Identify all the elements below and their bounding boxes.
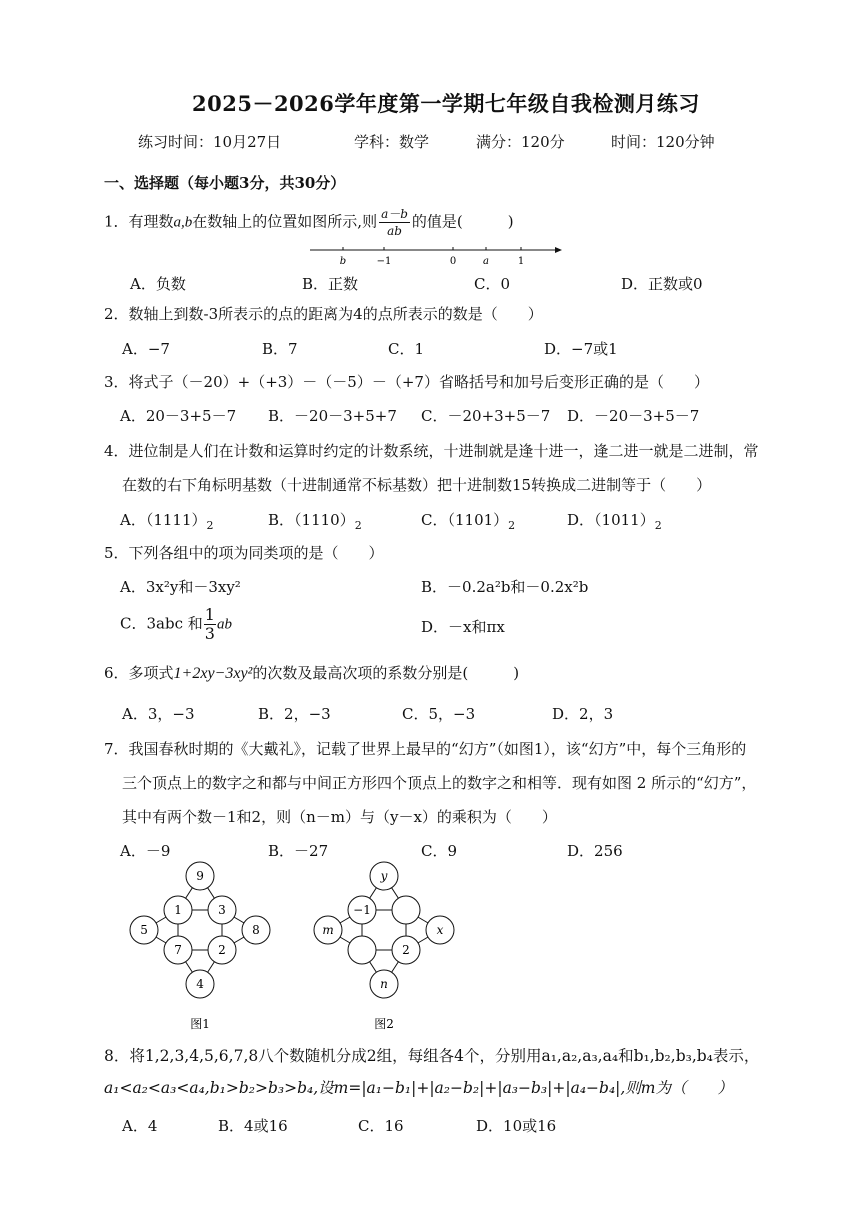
number-line-label: −1 (376, 256, 392, 267)
q6-option-c[interactable]: C．5，−3 (402, 705, 476, 723)
q4-option-b[interactable]: B．$(1110)_2$ (268, 511, 362, 532)
magic-square-node (348, 936, 376, 964)
exam-subject: 学科：数学 (354, 133, 430, 151)
q1-option-d[interactable]: D．正数或0 (621, 275, 703, 293)
magic-square-value: 1 (174, 903, 182, 917)
magic-square-value: 3 (218, 903, 226, 917)
question-4-line1: 4．进位制是人们在计数和运算时约定的计数系统，十进制就是逢十进一，逢二进一就是二进制，常 (104, 442, 759, 460)
question-7-line3: 其中有两个数－1和2，则（n－m）与（y－x）的乘积为（ ） (122, 808, 557, 826)
q5-option-b[interactable]: B．－0.2a²b和－0.2x²b (421, 578, 589, 596)
magic-square-value: 4 (196, 977, 204, 991)
question-6 (104, 662, 519, 683)
q4-option-d[interactable]: D．$(1011)_2$ (567, 511, 662, 532)
q6-option-b[interactable]: B．2，−3 (258, 705, 331, 723)
q5-option-d[interactable]: D．－x和πx (421, 618, 505, 636)
magic-square-value: n (380, 977, 388, 991)
q2-option-d[interactable]: D．−7或1 (544, 340, 618, 358)
question-3: 3．将式子（－20）+（+3）－（－5）－（+7）省略括号和加号后变形正确的是（ ） (104, 373, 709, 391)
question-5: 5．下列各组中的项为同类项的是（ ） (104, 544, 384, 562)
q8-option-b[interactable]: B．4或16 (218, 1117, 288, 1135)
q7-option-a[interactable]: A．－9 (120, 842, 171, 860)
q1-frac-den: ab (387, 224, 402, 238)
q1-suffix: 的值是( ) (411, 212, 514, 231)
q4-option-c[interactable]: C．$(1101)_2$ (421, 511, 516, 532)
magic-square-node (392, 896, 420, 924)
magic-square-value: y (380, 869, 388, 883)
question-7-line2: 三个顶点上的数字之和都与中间正方形四个顶点上的数字之和相等．现有如图 2 所示的“幻方”， (122, 774, 757, 792)
magic-square-value: 2 (218, 943, 226, 957)
magic-square-value: −1 (353, 903, 371, 917)
number-line-label: a (483, 256, 489, 267)
q1-option-b[interactable]: B．正数 (302, 275, 359, 293)
q1-option-a[interactable]: A．负数 (130, 275, 186, 293)
magic-square-value: 9 (196, 869, 204, 883)
q1-fraction (379, 206, 410, 239)
q7-option-d[interactable]: D．256 (567, 842, 623, 860)
magic-square-value: 5 (140, 923, 148, 937)
q4-option-a[interactable]: A．$(1111)_2$ (120, 511, 214, 532)
magic-square-figures (120, 858, 480, 1036)
q6-expression: 1+2xy−3xy² (173, 665, 253, 682)
q7-option-b[interactable]: B．－27 (268, 842, 329, 860)
page-title: 2025－2026学年度第一学期七年级自我检测月练习 (192, 91, 700, 116)
number-line-figure (305, 238, 565, 270)
q5-option-c[interactable] (120, 606, 232, 643)
q5-option-c-pre: C．3abc 和 (120, 614, 203, 633)
q1-prefix: 1．有理数 (104, 212, 174, 231)
exam-full-score: 满分：120分 (476, 133, 565, 151)
q5-option-a[interactable]: A．3x²y和－3xy² (120, 578, 241, 596)
question-1 (104, 206, 514, 239)
q1-frac-num: a－b (381, 207, 408, 221)
section-heading: 一、选择题（每小题3分，共30分） (104, 174, 346, 192)
question-7-line1: 7．我国春秋时期的《大戴礼》，记载了世界上最早的“幻方”（如图1），该“幻方”中，每个三角形的 (104, 740, 747, 758)
q8-option-d[interactable]: D．10或16 (476, 1117, 557, 1135)
number-line-label: b (339, 256, 347, 267)
q1-vars: a,b (173, 214, 193, 231)
magic-square-value: m (322, 923, 334, 937)
q8-option-a[interactable]: A．4 (122, 1117, 158, 1135)
number-line-label: 0 (449, 256, 457, 267)
magic-square-value: x (436, 923, 444, 937)
q7-option-c[interactable]: C．9 (421, 842, 458, 860)
q3-option-c[interactable]: C．－20+3+5－7 (421, 407, 551, 425)
q2-option-c[interactable]: C．1 (388, 340, 425, 358)
q3-option-a[interactable]: A．20－3+5－7 (120, 407, 237, 425)
q2-option-b[interactable]: B．7 (262, 340, 298, 358)
figure-caption: 图2 (374, 1017, 394, 1031)
number-line-label: 1 (517, 256, 525, 267)
q8-option-c[interactable]: C．16 (358, 1117, 404, 1135)
q6-suffix: 的次数及最高次项的系数分别是( ) (252, 664, 520, 682)
q3-option-b[interactable]: B．－20－3+5+7 (268, 407, 397, 425)
q5-option-c-fraction: $\frac{1}{3}$ (204, 605, 215, 643)
magic-square-value: 8 (252, 923, 260, 937)
figure-caption: 图1 (190, 1017, 210, 1031)
magic-square-value: 2 (402, 943, 410, 957)
q6-option-a[interactable]: A．3，−3 (122, 705, 195, 723)
q1-mid: 在数轴上的位置如图所示,则 (192, 212, 378, 231)
question-2: 2．数轴上到数-3所表示的点的距离为4的点所表示的数是（ ） (104, 305, 543, 323)
magic-square-value: 7 (174, 943, 182, 957)
q1-option-c[interactable]: C．0 (474, 275, 511, 293)
q3-option-d[interactable]: D．－20－3+5－7 (567, 407, 700, 425)
q2-option-a[interactable]: A．−7 (122, 340, 170, 358)
exam-duration: 时间：120分钟 (611, 133, 715, 151)
question-8-line2: a₁<a₂<a₃<a₄,b₁>b₂>b₃>b₄,设m=|a₁−b₁|+|a₂−b₂|+|a₃−b₃|+|a₄−b₄|,则m为（ ） (104, 1079, 733, 1097)
q6-prefix: 6．多项式 (104, 664, 174, 682)
question-4-line2: 在数的右下角标明基数（十进制通常不标基数）把十进制数15转换成二进制等于（ ） (122, 476, 712, 494)
question-8-line1: 8．将1,2,3,4,5,6,7,8八个数随机分成2组，每组各4个，分别用a₁,a₂,a₃,a₄和b₁,b₂,b₃,b₄表示， (104, 1047, 760, 1065)
q6-option-d[interactable]: D．2，3 (552, 705, 614, 723)
exam-date: 练习时间：10月27日 (138, 133, 282, 151)
q5-option-c-post: ab (216, 616, 232, 633)
